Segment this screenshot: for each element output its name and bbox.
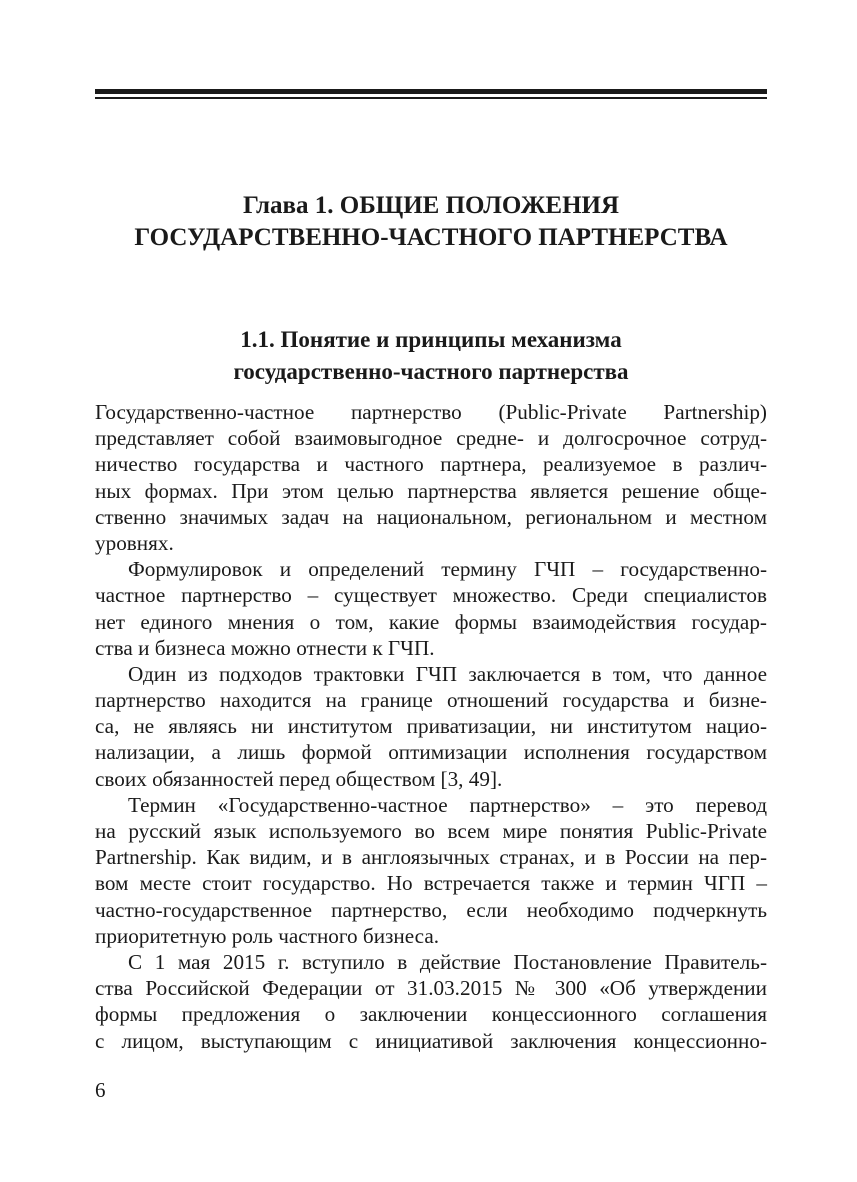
text-line: частное партнерство – существует множество. Среди специалистов [95,583,767,608]
section-title-line-1: 1.1. Понятие и принципы механизма [240,327,622,352]
text-line: ства Российской Федерации от 31.03.2015 № 300 «Об утверждении [95,976,767,1001]
section-title-line-2: государственно-частного партнерства [233,359,629,384]
top-rule-thick [95,89,767,94]
body-text [95,399,767,1054]
text-line: с лицом, выступающим с инициативой заключения концессионно- [95,1028,767,1053]
text-line: нализации, а лишь формой оптимизации исполнения государством [95,740,767,765]
text-line: С 1 мая 2015 г. вступило в действие Постановление Правитель- [128,949,767,974]
text-line: Формулировок и определений термину ГЧП – государственно- [128,557,767,582]
top-rule-thin [95,97,767,99]
text-line: представляет собой взаимовыгодное средне- и долгосрочное сотруд- [95,426,767,451]
text-line: ных формах. При этом целью партнерства является решение обще- [95,478,767,503]
text-line: партнерство находится на границе отношений государства и бизне- [95,688,767,713]
text-line: на русский язык используемого во всем мире понятия Public-Private [95,819,767,843]
section-title [95,324,767,388]
text-line: ничество государства и частного партнера, реализуемое в различ- [95,452,767,477]
text-line: Государственно-частное партнерство (Public-Private Partnership) [95,400,767,424]
text-line: своих обязанностей перед обществом [3, 49]. [95,766,503,791]
text-line: Один из подходов трактовки ГЧП заключается в том, что данное [128,661,767,686]
text-line: ственно значимых задач на национальном, региональном и местном [95,504,767,529]
text-line: Термин «Государственно-частное партнерство» – это перевод [128,792,767,817]
text-line: формы предложения о заключении концессионного соглашения [95,1002,767,1027]
text-line: уровнях. [95,530,174,555]
text-line: ства и бизнеса можно отнести к ГЧП. [95,635,435,660]
chapter-title [95,190,767,254]
text-line: частно-государственное партнерство, если необходимо подчеркнуть [95,897,767,922]
page-number: 6 [95,1078,106,1102]
chapter-title-line-2: ГОСУДАРСТВЕННО-ЧАСТНОГО ПАРТНЕРСТВА [134,224,728,251]
text-line: нет единого мнения о том, какие формы взаимодействия государ- [95,609,767,634]
text-line: приоритетную роль частного бизнеса. [95,923,440,948]
text-line: вом месте стоит государство. Но встречается также и термин ЧГП – [95,871,767,896]
text-line: Partnership. Как видим, и в англоязычных странах, и в России на пер- [95,845,767,870]
text-line: са, не являясь ни институтом приватизации, ни институтом нацио- [95,714,767,739]
chapter-title-line-1: Глава 1. ОБЩИЕ ПОЛОЖЕНИЯ [242,192,620,219]
